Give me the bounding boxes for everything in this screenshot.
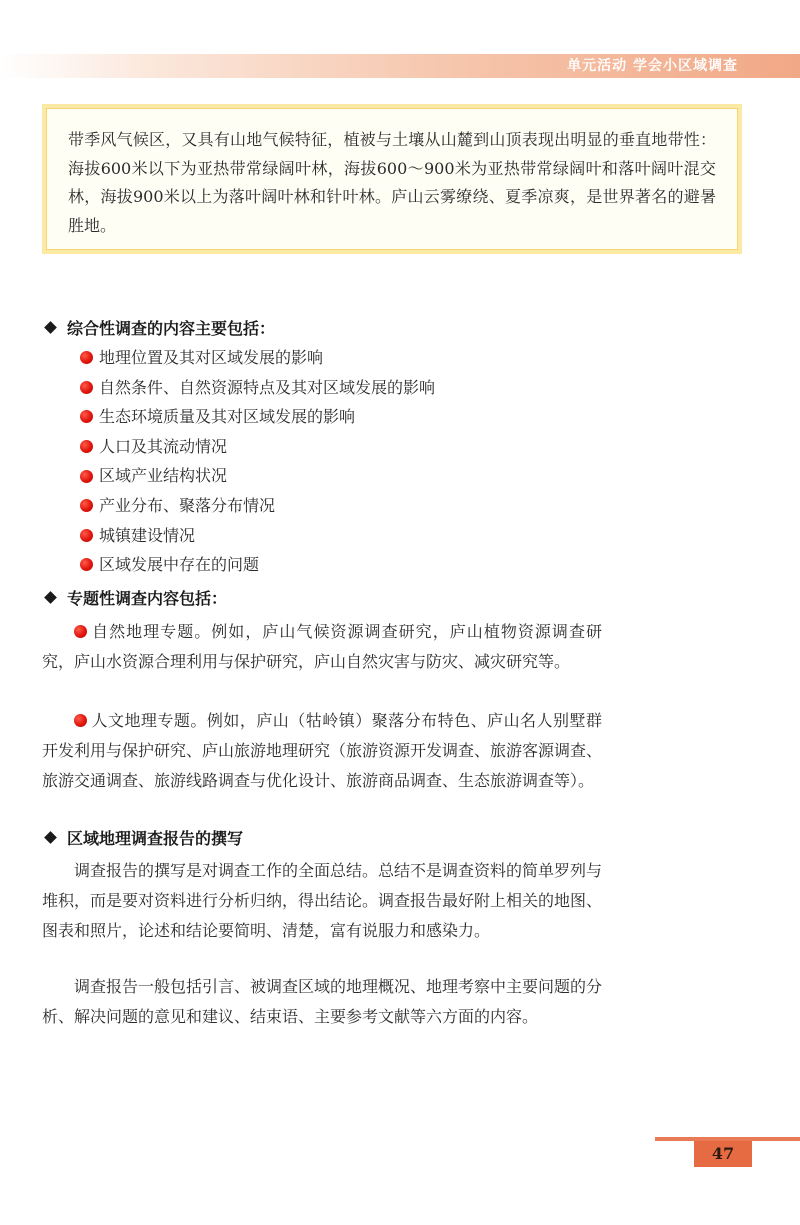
report-paragraph-2: 调查报告一般包括引言、被调查区域的地理概况、地理考察中主要问题的分析、解决问题的意见和建议、结束语、主要参考文献等六方面的内容。: [42, 977, 603, 1026]
diamond-bullet-icon: [44, 831, 57, 844]
red-dot-icon: [80, 499, 93, 512]
red-dot-icon: [74, 714, 87, 727]
red-dot-icon: [80, 440, 93, 453]
section-heading-text: 区域地理调查报告的撰写: [67, 828, 244, 848]
list-item: 区域产业结构状况: [80, 461, 435, 491]
red-dot-icon: [80, 381, 93, 394]
diamond-bullet-icon: [44, 591, 57, 604]
red-dot-icon: [80, 351, 93, 364]
red-dot-icon: [74, 625, 87, 638]
section-heading-text: 专题性调查内容包括：: [67, 588, 228, 608]
red-dot-icon: [80, 529, 93, 542]
report-paragraph-1: 调查报告的撰写是对调查工作的全面总结。总结不是调查资料的简单罗列与堆积，而是要对资料进行分析归纳，得出结论。调查报告最好附上相关的地图、图表和照片，论述和结论要简明、清楚，富有说服力和感染力。: [42, 861, 603, 940]
section-heading-text: 综合性调查的内容主要包括：: [67, 318, 276, 338]
list-item: 地理位置及其对区域发展的影响: [80, 343, 435, 373]
header-title: 单元活动 学会小区域调查: [567, 58, 738, 74]
section-heading-comprehensive: [43, 315, 275, 339]
list-item: 产业分布、聚落分布情况: [80, 491, 435, 521]
list-item: 人口及其流动情况: [80, 432, 435, 462]
red-dot-icon: [80, 410, 93, 423]
info-box-text: 带季风气候区，又具有山地气候特征，植被与土壤从山麓到山顶表现出明显的垂直地带性：海拔600米以下为亚热带常绿阔叶林，海拔600～900米为亚热带常绿阔叶和落叶阔叶混交林，海拔900米以上为落叶阔叶林和针叶林。庐山云雾缭绕、夏季凉爽，是世界著名的避暑胜地。: [68, 130, 716, 235]
list-item: 城镇建设情况: [80, 521, 435, 551]
diamond-bullet-icon: [44, 321, 57, 334]
thematic-physical-paragraph: 自然地理专题。例如，庐山气候资源调查研究，庐山植物资源调查研究，庐山水资源合理利用与保护研究，庐山自然灾害与防灾、减灾研究等。: [42, 622, 602, 671]
section-heading-report: [43, 825, 243, 849]
page-number: 47: [694, 1141, 752, 1167]
section-heading-thematic: [43, 585, 227, 609]
info-box: [42, 104, 742, 254]
list-item: 区域发展中存在的问题: [80, 550, 435, 580]
red-dot-icon: [80, 558, 93, 571]
list-item: 生态环境质量及其对区域发展的影响: [80, 402, 435, 432]
comprehensive-survey-list: [80, 343, 435, 580]
red-dot-icon: [80, 470, 93, 483]
thematic-human-paragraph: 人文地理专题。例如，庐山（牯岭镇）聚落分布特色、庐山名人别墅群开发利用与保护研究、庐山旅游地理研究（旅游资源开发调查、旅游客源调查、旅游交通调查、旅游线路调查与优化设计、旅游商品调查、生态旅游调查等）。: [42, 711, 603, 790]
list-item: 自然条件、自然资源特点及其对区域发展的影响: [80, 373, 435, 403]
